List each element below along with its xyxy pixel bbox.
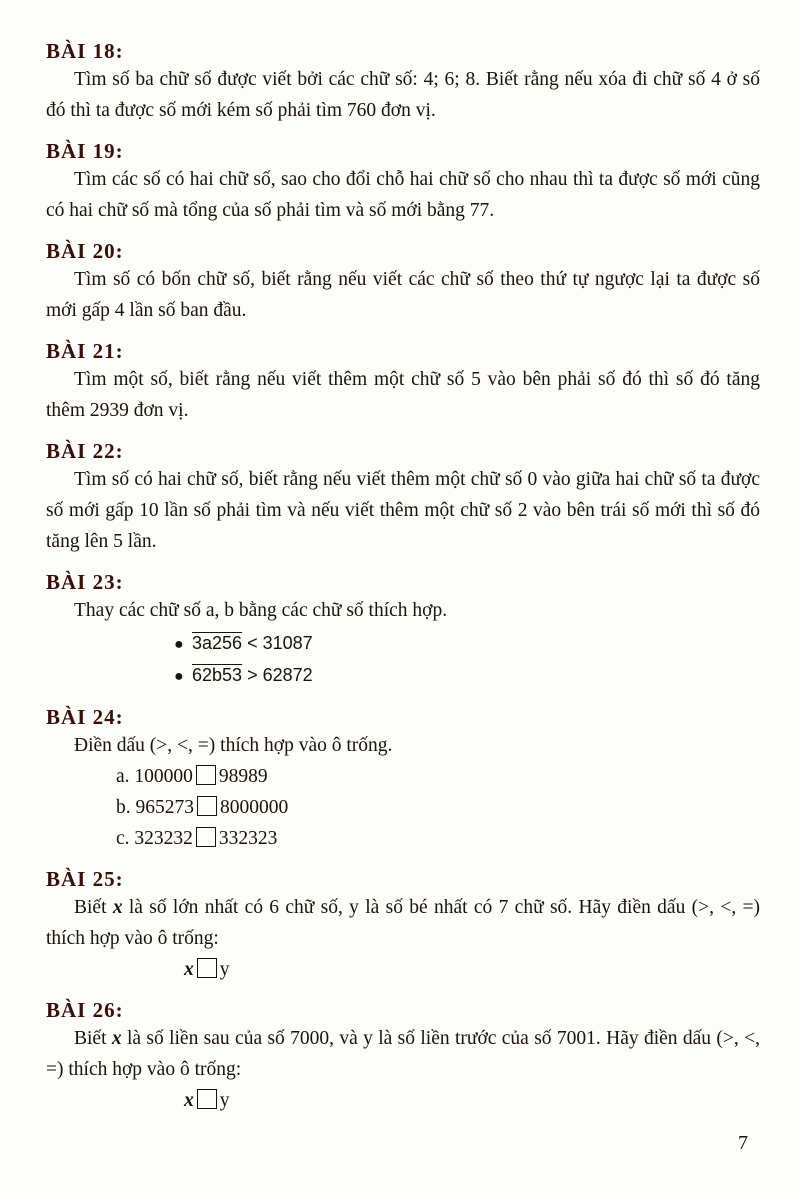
exercise-text: Biết x là số liền sau của số 7000, và y là số liền trước của số 7001. Hãy điền dấu (>, <, =) thích hợp vào ô trống: <box>46 1028 760 1080</box>
exercise-title: BÀI 20: <box>46 239 124 263</box>
exercise-24 <box>46 704 760 854</box>
exercise-title: BÀI 18: <box>46 39 124 63</box>
exercise-22 <box>46 438 760 557</box>
exercise-text: Tìm các số có hai chữ số, sao cho đổi chỗ hai chữ số cho nhau thì ta được số mới cũng có hai chữ số mà tổng của số phải tìm và số mới bằng 77. <box>46 169 760 221</box>
list-item: ● 3a256 < 31087 <box>174 628 760 660</box>
exercise-title: BÀI 24: <box>46 705 124 729</box>
exercise-text: Biết x là số lớn nhất có 6 chữ số, y là số bé nhất có 7 chữ số. Hãy điền dấu (>, <, =) thích hợp vào ô trống: <box>46 897 760 949</box>
exercise-23 <box>46 569 760 692</box>
exercise-20 <box>46 238 760 326</box>
list-item: ● 62b53 > 62872 <box>174 660 760 692</box>
exercise-18 <box>46 38 760 126</box>
list-item: a. 100000 98989 <box>116 766 268 787</box>
exercise-text: Tìm số có bốn chữ số, biết rằng nếu viết các chữ số theo thứ tự ngược lại ta được số mới gấp 4 lần số ban đầu. <box>46 269 760 321</box>
list-item: b. 965273 8000000 <box>116 797 289 818</box>
comparison-list <box>116 761 760 854</box>
exercise-25 <box>46 866 760 985</box>
exercise-text: Điền dấu (>, <, =) thích hợp vào ô trống. <box>74 735 393 756</box>
answer-box[interactable] <box>197 796 217 816</box>
exercise-title: BÀI 22: <box>46 439 124 463</box>
answer-box[interactable] <box>197 958 217 978</box>
exercise-19 <box>46 138 760 226</box>
comparison-row: x y <box>184 1090 230 1111</box>
exercise-text: Tìm số có hai chữ số, biết rằng nếu viết thêm một chữ số 0 vào giữa hai chữ số ta được số mới gấp 10 lần số phải tìm và nếu viết thêm một chữ số 2 vào bên trái số mới thì số đó tăng lên 5 lần. <box>46 469 760 552</box>
bullet-icon: ● <box>174 636 184 653</box>
page-content <box>46 38 760 1128</box>
exercise-title: BÀI 26: <box>46 998 124 1022</box>
list-item: c. 323232 332323 <box>116 828 278 849</box>
bullet-icon: ● <box>174 668 184 685</box>
exercise-title: BÀI 19: <box>46 139 124 163</box>
inequality-list <box>174 628 760 692</box>
answer-box[interactable] <box>196 765 216 785</box>
answer-box[interactable] <box>196 827 216 847</box>
exercise-26 <box>46 997 760 1116</box>
exercise-text: Thay các chữ số a, b bằng các chữ số thích hợp. <box>74 600 448 621</box>
exercise-title: BÀI 23: <box>46 570 124 594</box>
exercise-title: BÀI 21: <box>46 339 124 363</box>
exercise-21 <box>46 338 760 426</box>
answer-box[interactable] <box>197 1089 217 1109</box>
exercise-text: Tìm một số, biết rằng nếu viết thêm một chữ số 5 vào bên phải số đó thì số đó tăng thêm 2939 đơn vị. <box>46 369 760 421</box>
page-number: 7 <box>738 1132 748 1154</box>
exercise-text: Tìm số ba chữ số được viết bởi các chữ số: 4; 6; 8. Biết rằng nếu xóa đi chữ số 4 ở số đó thì ta được số mới kém số phải tìm 760 đơn vị. <box>46 69 760 121</box>
comparison-row: x y <box>184 959 230 980</box>
exercise-title: BÀI 25: <box>46 867 124 891</box>
